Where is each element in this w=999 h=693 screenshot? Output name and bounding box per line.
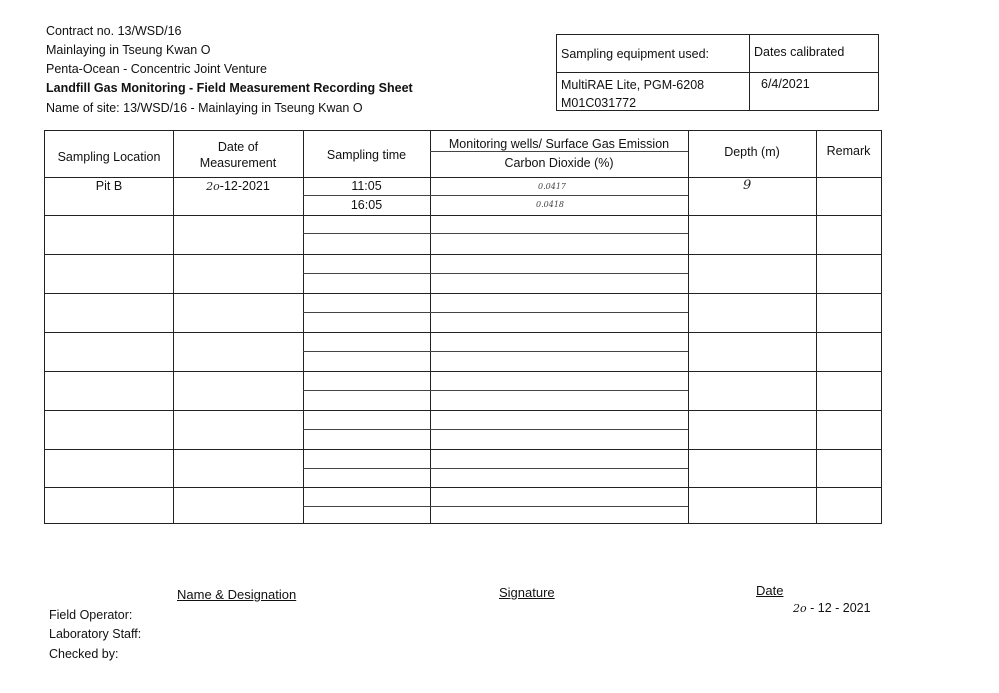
date-heading: Date bbox=[756, 583, 784, 598]
row1-depth: 9 bbox=[743, 178, 752, 193]
laboratory-staff-label: Laboratory Staff: bbox=[49, 627, 142, 641]
calibrated-date: 6/4/2021 bbox=[761, 77, 810, 91]
col-date-of-measurement: Date of Measurement bbox=[199, 140, 277, 170]
col-remark: Remark bbox=[826, 144, 871, 158]
row1-date bbox=[173, 179, 303, 193]
row1-date-rest: -12-2021 bbox=[219, 179, 270, 193]
measurement-table bbox=[44, 130, 882, 524]
project-name: Mainlaying in Tseung Kwan O bbox=[46, 43, 211, 57]
row1-location: Pit B bbox=[95, 179, 123, 193]
footer-date-day: 2o bbox=[793, 602, 807, 615]
col-carbon-dioxide: Carbon Dioxide (%) bbox=[504, 156, 614, 170]
checked-by-label: Checked by: bbox=[49, 647, 119, 661]
site-name: Name of site: 13/WSD/16 - Mainlaying in Tseung Kwan O bbox=[46, 101, 363, 115]
field-operator-label: Field Operator: bbox=[49, 608, 133, 622]
equipment-label: Sampling equipment used: bbox=[561, 47, 710, 61]
row1-date-day: 2o bbox=[206, 180, 220, 193]
row1-time1: 11:05 bbox=[351, 179, 382, 193]
sheet-title: Landfill Gas Monitoring - Field Measurement Recording Sheet bbox=[46, 81, 413, 95]
col-depth: Depth (m) bbox=[724, 145, 780, 159]
col-monitoring-header: Monitoring wells/ Surface Gas Emission bbox=[448, 137, 670, 151]
signature-heading: Signature bbox=[499, 585, 555, 600]
equipment-model: MultiRAE Lite, PGM-6208 bbox=[561, 78, 705, 92]
contract-number: Contract no. 13/WSD/16 bbox=[46, 24, 182, 38]
row1-co2-1: 0.0417 bbox=[538, 182, 566, 191]
row1-time2: 16:05 bbox=[350, 198, 383, 212]
equipment-box bbox=[556, 34, 879, 111]
name-designation-heading: Name & Designation bbox=[177, 587, 297, 602]
col-sampling-location: Sampling Location bbox=[57, 150, 161, 164]
equipment-serial: M01C031772 bbox=[561, 96, 637, 110]
col-sampling-time: Sampling time bbox=[326, 148, 407, 162]
footer-date-rest: - 12 - 2021 bbox=[810, 601, 871, 615]
row1-co2-2: 0.0418 bbox=[536, 200, 564, 209]
calibrated-label: Dates calibrated bbox=[754, 45, 845, 59]
contractor-name: Penta-Ocean - Concentric Joint Venture bbox=[46, 62, 267, 76]
footer-date-value bbox=[793, 601, 871, 615]
